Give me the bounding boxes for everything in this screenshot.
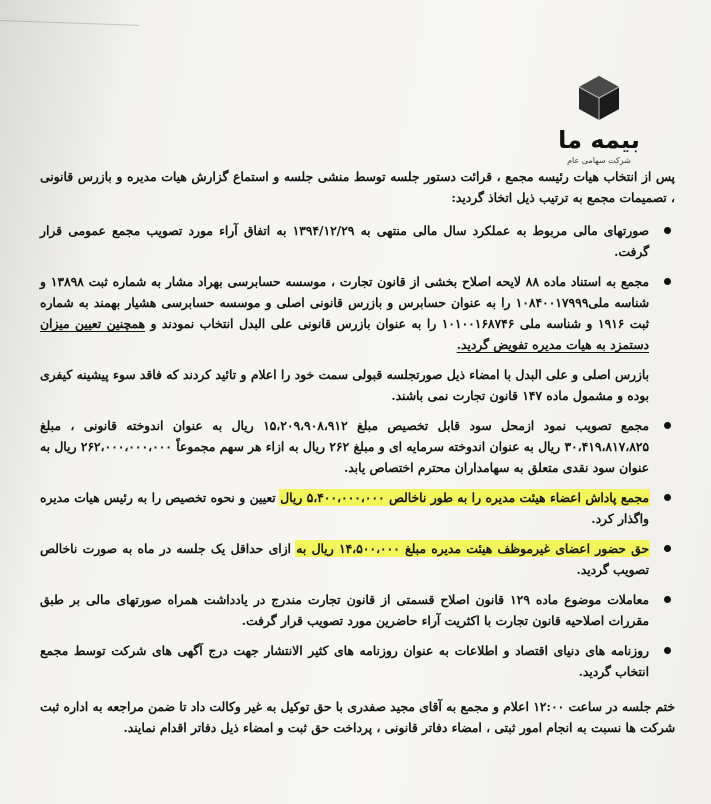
bullet-icon	[664, 596, 671, 603]
resolution-item	[40, 640, 675, 682]
resolution-text: معاملات موضوع ماده ۱۲۹ قانون اصلاح قسمتی از قانون تجارت مندرج در یادداشت همراه صورتهای مالی بر طبق مقررات اصلاحیه قانون تجارت با اکثریت آراء حاضرین مورد تصویب قرار گرفت.	[40, 592, 649, 628]
resolution-text: تعیین و نحوه تخصیص را به رئیس هیات مدیره واگذار کرد.	[40, 490, 649, 526]
resolution-text: صورتهای مالی مربوط به عملکرد سال مالی منتهی به ۱۳۹۴/۱۲/۲۹ به اتفاق آراء مورد تصویب مجمع عمومی قرار گرفت.	[40, 223, 649, 259]
resolution-item	[40, 538, 675, 580]
resolution-item	[40, 271, 675, 355]
cube-logo-icon	[576, 74, 622, 122]
minutes-body	[40, 166, 675, 750]
resolution-item	[40, 364, 675, 406]
closing-paragraph: ختم جلسه در ساعت ۱۲:۰۰ اعلام و مجمع به آقای مجید صفدری با حق توکیل به غیر وکالت داد تا ضمن مراجعه به اداره ثبت شرکت ها نسبت به انجام امور ثبتی ، امضاء دفاتر قانونی ، پرداخت حق ثبت و امضاء ذیل دفاتر اقدام نمایند.	[40, 699, 675, 735]
resolution-text: مجمع به استناد ماده ۸۸ لایحه اصلاح بخشی از قانون تجارت ، موسسه حسابرسی بهراد مشار به شماره ثبت ۱۳۸۹۸ و شناسه ملی۱۰۸۴۰۰۱۷۹۹۹ را به عنوان حسابرس و بازرس قانونی اصلی و موسسه حسابرسی هشیار بهمند به شماره ثبت ۱۹۱۶ و شناسه ملی ۱۰۱۰۰۱۶۸۷۴۶ را به عنوان بازرس قانونی علی البدل انتخاب نمودند و	[40, 274, 649, 331]
logo-subtitle: شرکت سهامی عام	[567, 156, 631, 165]
resolution-item	[40, 487, 675, 529]
resolution-item	[40, 415, 675, 478]
company-logo	[549, 74, 649, 166]
bullet-icon	[664, 227, 671, 234]
bullet-icon	[664, 494, 671, 501]
highlighted-text: حق حضور اعضای غیرموظف هیئت مدیره مبلغ ۱۴،۵۰۰،۰۰۰ ریال به	[296, 541, 650, 556]
scan-edge-artifact	[0, 0, 140, 26]
bullet-icon	[664, 278, 671, 285]
underlined-text: همچنین تعیین میزان دستمزد به هیات مدیره تفویض گردید.	[40, 316, 649, 352]
logo-name: بیمه ما	[558, 126, 640, 154]
resolution-text: ازای حداقل یک جلسه در ماه به صورت ناخالص تصویب گردید.	[40, 541, 649, 577]
highlighted-text: مجمع پاداش اعضاء هیئت مدیره را به طور ناخالص ۵،۴۰۰،۰۰۰،۰۰۰ ریال	[280, 490, 649, 505]
bullet-icon	[664, 545, 671, 552]
resolution-item	[40, 220, 675, 262]
resolution-text: بازرس اصلی و علی البدل با امضاء ذیل صورتجلسه قبولی سمت خود را اعلام و تائید کردند که فاقد سوء پیشینه کیفری بوده و مشمول ماده ۱۴۷ قانون تجارت نمی باشند.	[40, 367, 649, 403]
resolution-item	[40, 589, 675, 631]
resolution-text: مجمع تصویب نمود ازمحل سود قابل تخصیص مبلغ ۱۵،۲۰۹،۹۰۸،۹۱۲ ریال به عنوان اندوخته قانونی ، مبلغ ۳۰،۴۱۹،۸۱۷،۸۲۵ ریال به عنوان اندوخته سرمایه ای و مبلغ ۲۶۲ ریال به ازاء هر سهم مجموعاً ۲۶۲،۰۰۰،۰۰۰،۰۰۰ ریال به عنوان سود نقدی متعلق به سهامداران محترم اختصاص یابد.	[40, 418, 650, 475]
resolution-text: روزنامه های دنیای اقتصاد و اطلاعات به عنوان روزنامه های کثیر الانتشار جهت درج آگهی های شرکت توسط مجمع انتخاب گردید.	[40, 643, 649, 679]
intro-paragraph: پس از انتخاب هیات رئیسه مجمع ، قرائت دستور جلسه توسط منشی جلسه و استماع گزارش هیات مدیره و بازرس قانونی ، تصمیمات مجمع به ترتیب ذیل اتخاذ گردید:	[40, 169, 675, 205]
bullet-icon	[664, 647, 671, 654]
bullet-icon	[664, 422, 671, 429]
